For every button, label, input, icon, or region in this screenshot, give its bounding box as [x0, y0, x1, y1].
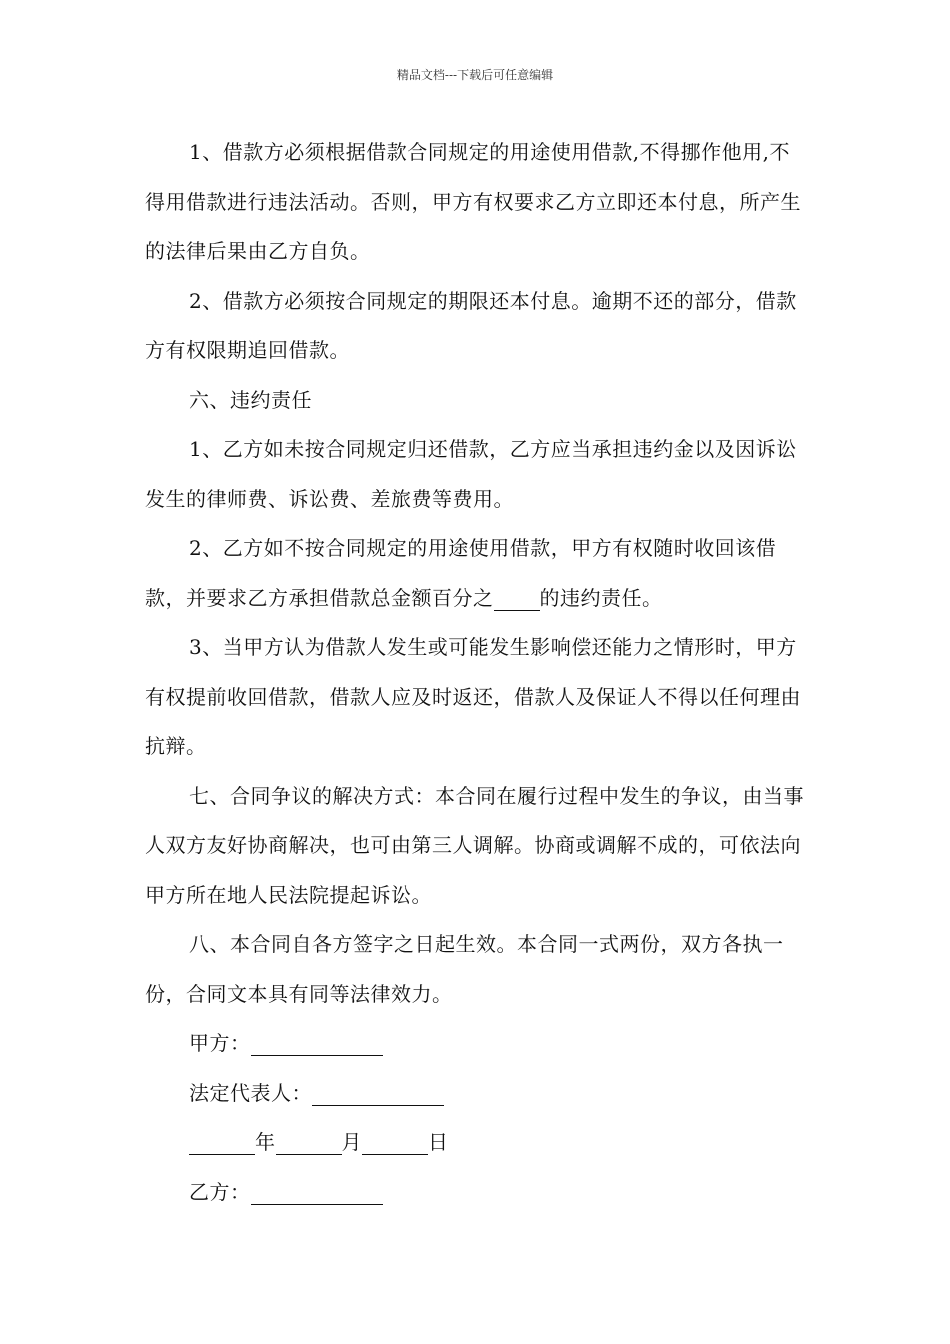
party-b-line: [145, 1168, 810, 1218]
party-a-label: 甲方：: [189, 1031, 251, 1055]
day-label: 日: [428, 1130, 449, 1154]
day-blank: [362, 1132, 428, 1155]
clause-paragraph: 七、合同争议的解决方式：本合同在履行过程中发生的争议，由当事人双方友好协商解决，也可由第三人调解。协商或调解不成的，可依法向甲方所在地人民法院提起诉讼。: [145, 783, 804, 907]
clause-paragraph: 2、借款方必须按合同规定的期限还本付息。逾期不还的部分，借款方有权限期追回借款。: [145, 288, 797, 362]
clause-paragraph: 1、借款方必须根据借款合同规定的用途使用借款,不得挪作他用,不得用借款进行违法活动。否则，甲方有权要求乙方立即还本付息，所产生的法律后果由乙方自负。: [145, 140, 801, 263]
clause-text: 2、乙方如不按合同规定的用途使用借款，甲方有权随时收回该借款，并要求乙方承担借款总金额百分之: [145, 536, 777, 610]
clause-paragraph: 1、乙方如未按合同规定归还借款，乙方应当承担违约金以及因诉讼发生的律师费、诉讼费、差旅费等费用。: [145, 437, 797, 511]
month-label: 月: [341, 1130, 362, 1154]
year-blank: [189, 1132, 255, 1155]
clause-paragraph: 八、本合同自各方签字之日起生效。本合同一式两份，双方各执一份，合同文本具有同等法律效力。: [145, 932, 784, 1006]
party-b-label: 乙方：: [189, 1179, 251, 1204]
section-heading: 六、违约责任: [189, 387, 312, 412]
date-line: [145, 1118, 810, 1168]
party-b-blank: [251, 1182, 383, 1205]
clause-paragraph: 3、当甲方认为借款人发生或可能发生影响偿还能力之情形时，甲方有权提前收回借款，借款人应及时返还，借款人及保证人不得以任何理由抗辩。: [145, 635, 801, 758]
party-a-blank: [251, 1033, 383, 1056]
clause-text: 的违约责任。: [539, 585, 663, 610]
document-body: [145, 128, 810, 1217]
year-label: 年: [255, 1130, 276, 1154]
page-header: 精品文档---下载后可任意编辑: [396, 68, 554, 82]
legal-rep-blank: [312, 1083, 444, 1106]
party-a-line: [145, 1019, 810, 1069]
legal-rep-line: [145, 1069, 810, 1119]
legal-rep-label: 法定代表人：: [189, 1080, 312, 1105]
percentage-blank: [494, 588, 540, 611]
clause-paragraph: [145, 524, 810, 623]
month-blank: [276, 1132, 342, 1155]
